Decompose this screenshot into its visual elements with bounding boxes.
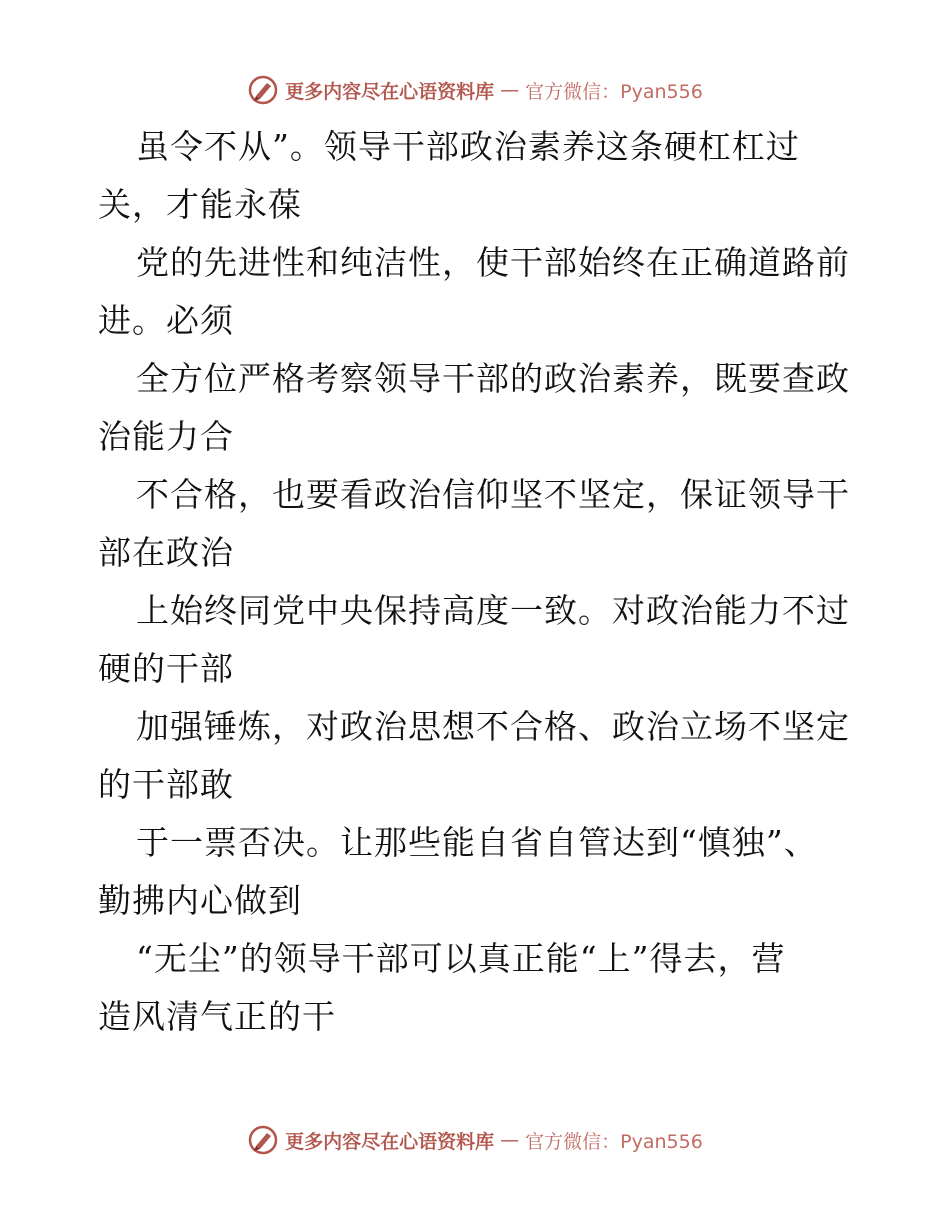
header-separator: — bbox=[500, 79, 520, 101]
body-line: 勤拂内心做到 bbox=[98, 881, 302, 920]
body-line: 不合格，也要看政治信仰坚不坚定，保证领导干 bbox=[136, 475, 850, 514]
body-line: 进。必须 bbox=[98, 301, 234, 340]
body-line: 硬的干部 bbox=[98, 649, 234, 688]
body-line: 加强锤炼，对政治思想不合格、政治立场不坚定 bbox=[136, 707, 850, 746]
page-footer bbox=[0, 1120, 950, 1160]
pen-circle-icon bbox=[247, 1124, 279, 1156]
page-header bbox=[0, 70, 950, 110]
body-line: 的干部敢 bbox=[98, 765, 234, 804]
body-line: 党的先进性和纯洁性，使干部始终在正确道路前 bbox=[136, 243, 850, 282]
body-line: 造风清气正的干 bbox=[98, 997, 336, 1036]
body-line: 于一票否决。让那些能自省自管达到“慎独”、 bbox=[136, 823, 818, 862]
footer-wechat-text: 官方微信：Pyan556 bbox=[525, 1130, 703, 1153]
footer-brand-text: 更多内容尽在心语资料库 bbox=[285, 1130, 495, 1153]
document-body bbox=[98, 118, 858, 1046]
body-line: 全方位严格考察领导干部的政治素养，既要查政 bbox=[136, 359, 850, 398]
body-line: 部在政治 bbox=[98, 533, 234, 572]
header-banner bbox=[247, 74, 703, 106]
body-line: 上始终同党中央保持高度一致。对政治能力不过 bbox=[136, 591, 850, 630]
body-line: 虽令不从”。领导干部政治素养这条硬杠杠过 bbox=[136, 127, 800, 166]
body-line: “无尘”的领导干部可以真正能“上”得去，营 bbox=[136, 939, 786, 978]
body-line: 治能力合 bbox=[98, 417, 234, 456]
body-line: 关，才能永葆 bbox=[98, 185, 302, 224]
pen-circle-icon bbox=[247, 74, 279, 106]
footer-banner bbox=[247, 1124, 703, 1156]
footer-separator: — bbox=[500, 1129, 520, 1151]
header-brand-text: 更多内容尽在心语资料库 bbox=[285, 80, 495, 103]
header-wechat-text: 官方微信：Pyan556 bbox=[525, 80, 703, 103]
